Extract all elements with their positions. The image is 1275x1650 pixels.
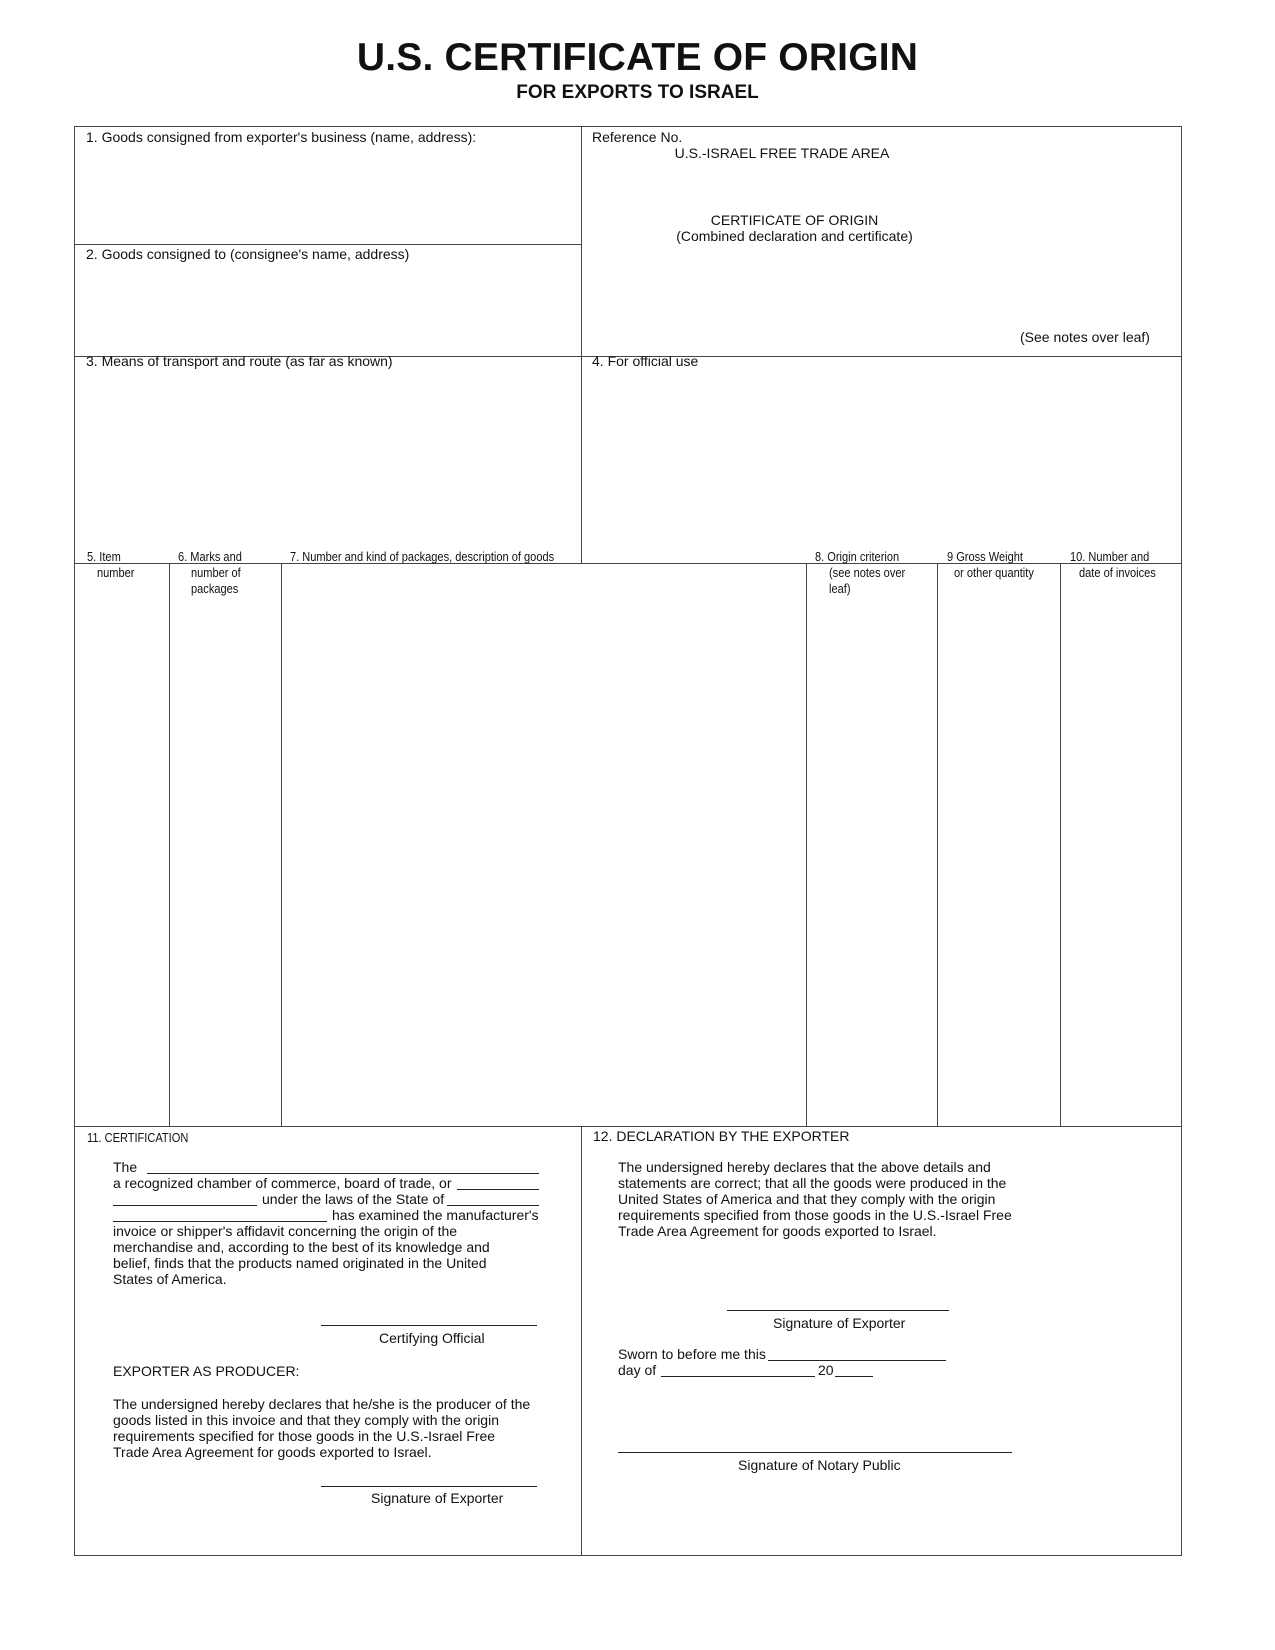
declaration-text-line4: requirements specified from those goods in the U.S.-Israel Free (618, 1207, 1012, 1223)
day-of-month-blank[interactable] (661, 1363, 815, 1377)
col10-header-line1: 10. Number and (1070, 549, 1150, 564)
col8-header-line1: 8. Origin criterion (815, 549, 900, 564)
divider-col9 (1060, 563, 1061, 1127)
producer-text-line1: The undersigned hereby declares that he/she is the producer of the (113, 1396, 531, 1412)
day-of-text: day of (618, 1362, 657, 1378)
reference-certificate-subheading: (Combined declaration and certificate) (676, 228, 913, 244)
col9-header-line1: 9 Gross Weight (947, 549, 1023, 564)
declaration-label: 12. DECLARATION BY THE EXPORTER (593, 1128, 850, 1144)
col6-header-line2: number of (191, 565, 241, 580)
certification-blank-3[interactable] (113, 1192, 257, 1206)
box2-label: 2. Goods consigned to (consignee's name, address) (86, 246, 410, 262)
exporter-signature-line[interactable] (727, 1310, 949, 1311)
sworn-text: Sworn to before me this (618, 1346, 766, 1362)
divider-bottom-vertical (581, 1126, 582, 1555)
sworn-date-blank[interactable] (768, 1347, 946, 1361)
divider-row3 (75, 1126, 1181, 1127)
certification-line7: belief, finds that the products named originated in the United (113, 1255, 487, 1271)
certifying-official-label: Certifying Official (379, 1330, 485, 1346)
document-subtitle: FOR EXPORTS TO ISRAEL (516, 82, 759, 103)
reference-label: Reference No. (592, 129, 683, 145)
divider-col6 (281, 563, 282, 1127)
notary-signature-line[interactable] (618, 1452, 1012, 1453)
col7-header: 7. Number and kind of packages, description of goods (290, 549, 555, 564)
notary-signature-label: Signature of Notary Public (738, 1457, 901, 1473)
col8-header-line3: leaf) (829, 581, 851, 596)
transport-route-field[interactable] (81, 375, 575, 559)
certification-line8: States of America. (113, 1271, 227, 1287)
producer-signature-line[interactable] (321, 1486, 537, 1487)
item-number-field[interactable] (79, 605, 165, 1120)
divider-col5 (169, 563, 170, 1127)
col10-header-line2: date of invoices (1079, 565, 1156, 580)
certification-line4: has examined the manufacturer's (332, 1207, 539, 1223)
certification-the: The (113, 1159, 138, 1175)
year-blank[interactable] (835, 1363, 873, 1377)
goods-description-field[interactable] (285, 605, 802, 1120)
divider-box1-box2 (75, 244, 582, 245)
exporter-field[interactable] (81, 149, 575, 239)
producer-signature-label: Signature of Exporter (371, 1490, 504, 1506)
chamber-name-blank[interactable] (147, 1160, 539, 1174)
gross-weight-field[interactable] (941, 605, 1056, 1120)
col8-header-line2: (see notes over (829, 565, 906, 580)
certification-blank-4[interactable] (113, 1208, 327, 1222)
certification-line3: under the laws of the State of (262, 1191, 445, 1207)
divider-col7 (806, 563, 807, 1127)
col9-header-line2: or other quantity (954, 565, 1034, 580)
certification-line2: a recognized chamber of commerce, board of trade, or (113, 1175, 452, 1191)
certification-line6: merchandise and, according to the best of its knowledge and (113, 1239, 490, 1255)
state-blank[interactable] (447, 1192, 539, 1206)
box3-label: 3. Means of transport and route (as far as known) (86, 353, 393, 369)
reference-trade-area: U.S.-ISRAEL FREE TRADE AREA (674, 145, 890, 161)
producer-text-line2: goods listed in this invoice and that they comply with the origin (113, 1412, 499, 1428)
consignee-field[interactable] (81, 265, 575, 351)
invoice-number-date-field[interactable] (1064, 605, 1176, 1120)
producer-text-line3: requirements specified for those goods in the U.S.-Israel Free (113, 1428, 496, 1444)
certificate-form (74, 126, 1182, 1556)
exporter-as-producer-heading: EXPORTER AS PRODUCER: (113, 1363, 300, 1379)
official-use-field[interactable] (587, 375, 1177, 559)
col6-header-line1: 6. Marks and (178, 549, 242, 564)
reference-certificate-heading: CERTIFICATE OF ORIGIN (710, 212, 879, 228)
col5-header-line2: number (97, 565, 135, 580)
col6-header-line3: packages (191, 581, 239, 596)
certification-label: 11. CERTIFICATION (87, 1130, 189, 1145)
producer-text-line4: Trade Area Agreement for goods exported to Israel. (113, 1444, 432, 1460)
box4-label: 4. For official use (592, 353, 699, 369)
box1-label: 1. Goods consigned from exporter's business (name, address): (86, 129, 477, 145)
col5-header-line1: 5. Item (87, 549, 121, 564)
reference-number-field[interactable] (685, 127, 985, 145)
certification-line5: invoice or shipper's affidavit concerning the origin of the (113, 1223, 458, 1239)
origin-criterion-field[interactable] (810, 605, 933, 1120)
exporter-signature-label: Signature of Exporter (773, 1315, 906, 1331)
document-title: U.S. CERTIFICATE OF ORIGIN (356, 36, 919, 79)
certification-blank-2[interactable] (457, 1176, 539, 1190)
declaration-text-line5: Trade Area Agreement for goods exported to Israel. (618, 1223, 937, 1239)
declaration-text-line2: statements are correct; that all the goods were produced in the (618, 1175, 1007, 1191)
declaration-text-line3: United States of America and that they comply with the origin (618, 1191, 996, 1207)
declaration-text-line1: The undersigned hereby declares that the above details and (618, 1159, 991, 1175)
certifying-official-signature-line[interactable] (321, 1325, 537, 1326)
reference-note: (See notes over leaf) (1020, 329, 1150, 345)
marks-packages-field[interactable] (173, 605, 277, 1120)
year-prefix: 20 (818, 1362, 834, 1378)
divider-top-vertical (581, 127, 582, 564)
divider-col8 (937, 563, 938, 1127)
